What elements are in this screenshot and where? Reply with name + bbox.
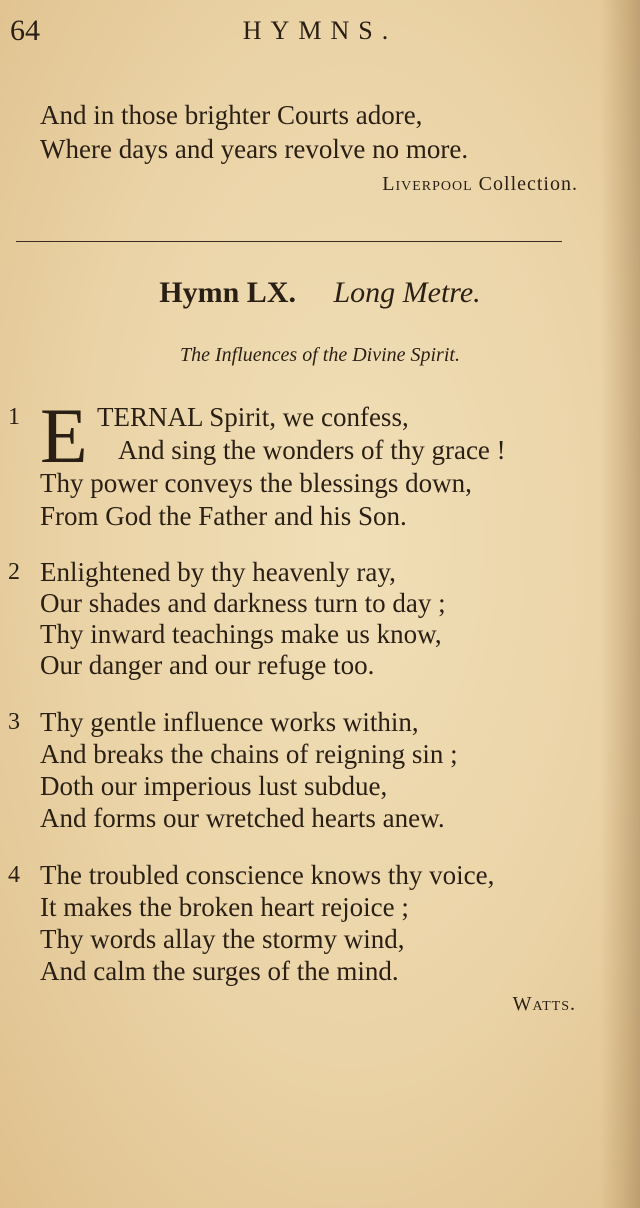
stanza-number: 3	[8, 709, 20, 735]
verse-line: Doth our imperious lust subdue,	[40, 771, 388, 801]
verse-line: The troubled conscience knows thy voice,	[40, 860, 495, 890]
verse-line: Enlightened by thy heavenly ray,	[40, 557, 396, 587]
previous-hymn-attribution	[382, 173, 578, 196]
verse-line: And in those brighter Courts adore,	[40, 100, 423, 130]
stanza-number: 4	[8, 862, 20, 888]
verse-line: Thy power conveys the blessings down,	[40, 468, 472, 498]
running-title: HYMNS.	[242, 16, 398, 45]
running-head	[0, 14, 640, 54]
verse-line: And forms our wretched hearts anew.	[40, 803, 445, 833]
stanza-number: 2	[8, 559, 20, 585]
hymn-attribution: Watts.	[512, 993, 576, 1015]
hymn-number: Hymn LX.	[159, 276, 296, 309]
drop-cap: E	[40, 392, 88, 479]
verse-line: Thy words allay the stormy wind,	[40, 924, 405, 954]
section-divider	[16, 241, 562, 242]
verse-line: And sing the wonders of thy grace !	[118, 435, 506, 465]
verse-line: It makes the broken heart rejoice ;	[40, 892, 409, 922]
hymn-subtitle: The Influences of the Divine Spirit.	[180, 344, 460, 366]
verse-line: Our danger and our refuge too.	[40, 650, 375, 680]
verse-line: And breaks the chains of reigning sin ;	[40, 739, 458, 769]
verse-line: From God the Father and his Son.	[40, 501, 407, 531]
verse-line: Our shades and darkness turn to day ;	[40, 588, 446, 618]
verse-line: Where days and years revolve no more.	[40, 134, 469, 164]
verse-line: And calm the surges of the mind.	[40, 956, 399, 986]
verse-line: Thy inward teachings make us know,	[40, 619, 442, 649]
page-number: 64	[10, 14, 40, 47]
hymn-heading	[0, 276, 640, 310]
stanza-number: 1	[8, 404, 20, 430]
binding-gutter	[600, 0, 640, 1208]
hymn-metre: Long Metre.	[333, 276, 481, 309]
verse-line: Thy gentle influence works within,	[40, 707, 419, 737]
verse-line: TERNAL Spirit, we confess,	[97, 402, 409, 432]
attribution-source-rest: Collection.	[478, 173, 578, 195]
previous-hymn-ending	[40, 98, 468, 166]
attribution-source: Liverpool	[382, 173, 473, 195]
